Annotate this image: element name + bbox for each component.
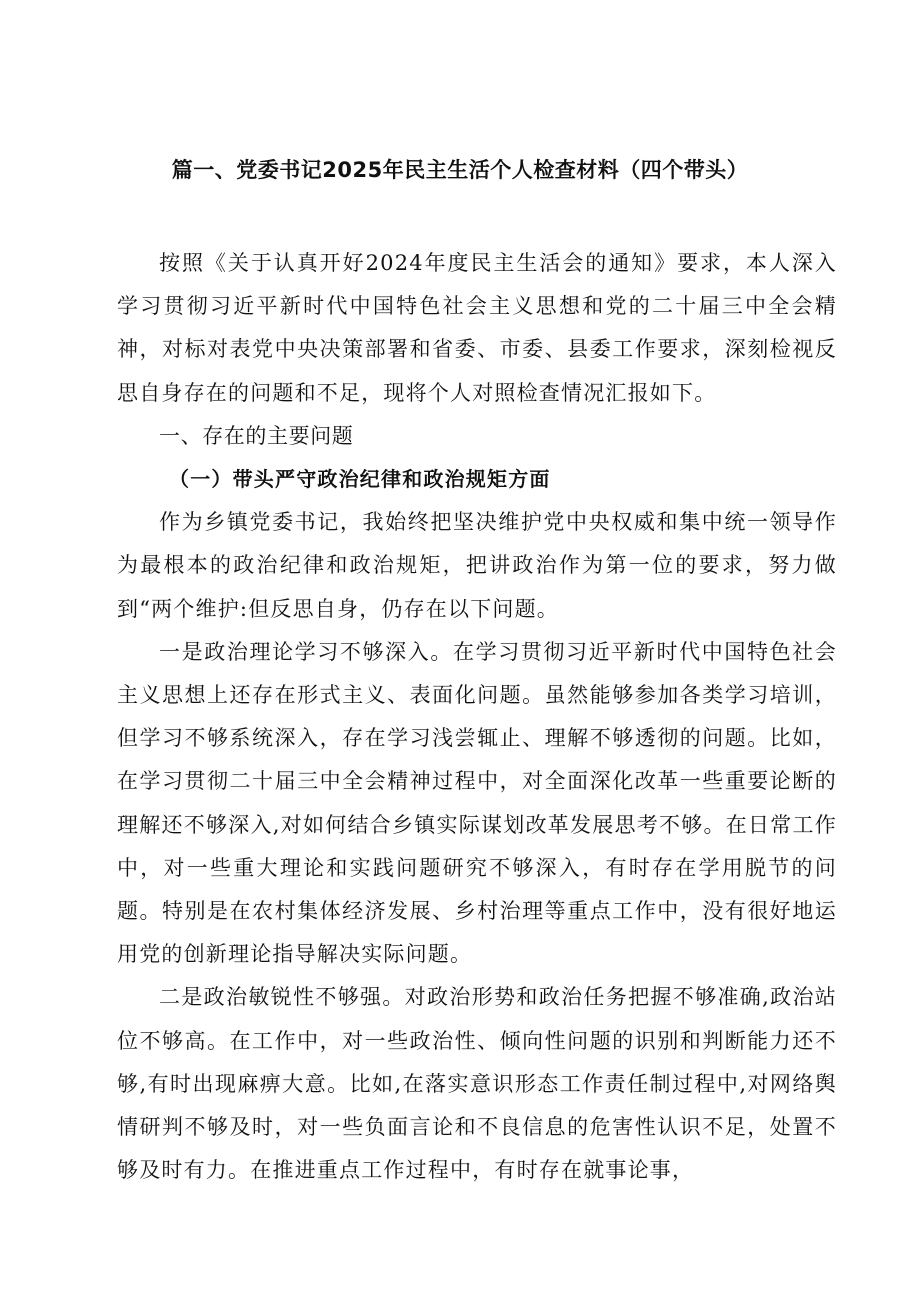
subsection-heading: （一）带头严守政治纪律和政治规矩方面	[169, 467, 551, 492]
intro-paragraph: 按照《关于认真开好2024年度民主生活会的通知》要求，本人深入学习贯彻习近平新时代中国特色社会主义思想和党的二十届三中全会精神，对标对表党中央决策部署和省委、市委、县委工作要求，深刻检视反思自身存在的问题和不足，现将个人对照检查情况汇报如下。	[117, 251, 837, 405]
document-title: 篇一、党委书记2025年民主生活个人检查材料（四个带头）	[171, 158, 749, 182]
body-paragraph: 作为乡镇党委书记，我始终把坚决维护党中央权威和集中统一领导作为最根本的政治纪律和政治规矩，把讲政治作为第一位的要求，努力做到“两个维护:但反思自身，仍存在以下问题。	[117, 510, 837, 621]
body-paragraph: 二是政治敏锐性不够强。对政治形势和政治任务把握不够准确,政治站位不够高。在工作中，对一些政治性、倾向性问题的识别和判断能力还不够,有时出现麻痹大意。比如,在落实意识形态工作责任制过程中,对网络舆情研判不够及时，对一些负面言论和不良信息的危害性认识不足，处置不够及时有力。在推进重点工作过程中，有时存在就事论事，	[117, 985, 837, 1183]
document-body	[117, 242, 837, 1192]
body-paragraph: 一是政治理论学习不够深入。在学习贯彻习近平新时代中国特色社会主义思想上还存在形式主义、表面化问题。虽然能够参加各类学习培训，但学习不够系统深入，存在学习浅尝辄止、理解不够透彻的问题。比如，在学习贯彻二十届三中全会精神过程中，对全面深化改革一些重要论断的理解还不够深入,对如何结合乡镇实际谋划改革发展思考不够。在日常工作中，对一些重大理论和实践问题研究不够深入，有时存在学用脱节的问题。特别是在农村集体经济发展、乡村治理等重点工作中，没有很好地运用党的创新理论指导解决实际问题。	[117, 639, 837, 967]
section-heading: 一、存在的主要问题	[159, 423, 354, 448]
